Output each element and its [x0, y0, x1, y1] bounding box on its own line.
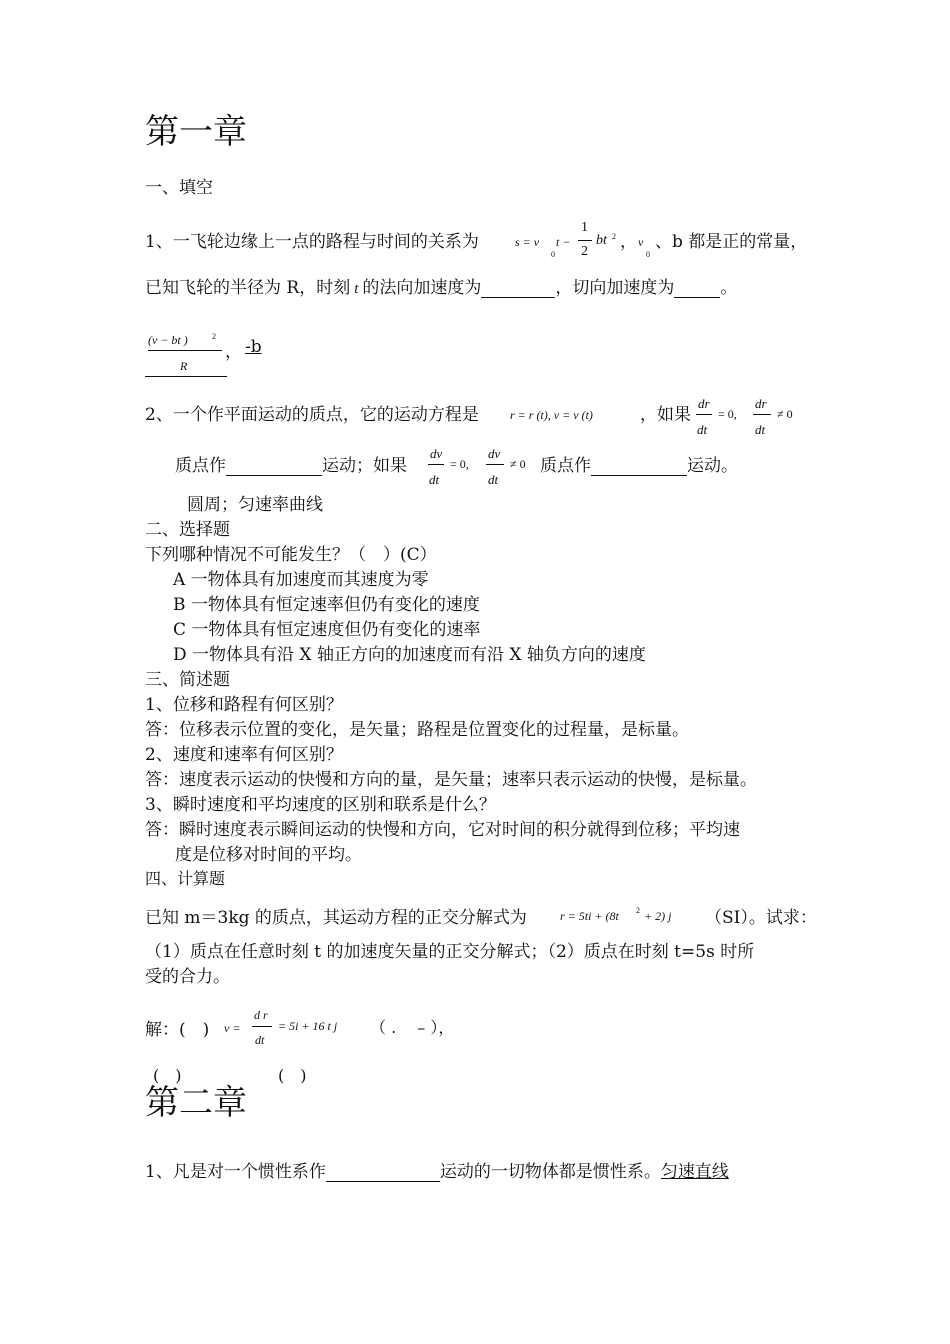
q1-answer-underline [145, 376, 227, 377]
q2-frac-bar-1 [696, 414, 712, 415]
short-a3: 答：瞬时速度表示瞬间运动的快慢和方向，它对时间的积分就得到位移；平均速 [145, 820, 740, 840]
ch2-q1-post: 运动的一切物体都是惯性系。 [439, 1162, 661, 1182]
q1-formula-t: t − [556, 235, 571, 249]
q2-dt-3: dt [429, 472, 440, 487]
q2-frac-bar-3 [428, 464, 444, 465]
calc-solution-tail: （ . – ）， [370, 1018, 455, 1037]
chapter-1-title: 第一章 [145, 112, 247, 152]
q1-t-var: t [354, 281, 359, 297]
calc-solution-part2-b: ( ) [278, 1066, 307, 1085]
mc-option-a: A 一物体具有加速度而其速度为零 [173, 570, 429, 590]
q1-line2-mid2: ，切向加速度为 [555, 278, 675, 298]
calc-eq: r = 5ti + (8t [560, 909, 619, 923]
mc-question: 下列哪种情况不可能发生？（ ）(C） [145, 545, 437, 565]
q1-formula-sup2: 2 [612, 232, 616, 241]
ch2-q1 [145, 1157, 729, 1182]
section-calc-heading: 四、计算题 [145, 869, 226, 888]
short-q1: 1、位移和路程有何区别？ [145, 695, 343, 715]
calc-text: 已知 m＝3kg 的质点，其运动方程的正交分解式为 [145, 908, 527, 928]
q2-blank-1[interactable] [226, 458, 322, 476]
q2-text: 2、一个作平面运动的质点，它的运动方程是 [145, 405, 479, 425]
q1-line2-pre: 已知飞轮的半径为 R，时刻 [145, 278, 351, 298]
short-q3: 3、瞬时速度和平均速度的区别和联系是什么？ [145, 795, 496, 815]
calc-solution-dr: d r [254, 1008, 268, 1022]
q2-frac-bar-4 [486, 464, 504, 465]
short-a1: 答：位移表示位置的变化，是矢量；路程是位置变化的过程量，是标量。 [145, 720, 689, 740]
section-choice-heading: 二、选择题 [145, 520, 230, 540]
q2-dt-4: dt [488, 472, 499, 487]
mc-option-c: C 一物体具有恒定速度但仍有变化的速率 [173, 620, 481, 640]
calc-solution-pre: 解：( ) [145, 1020, 210, 1040]
q1-frac-den: 2 [581, 244, 588, 259]
ch2-q1-blank[interactable] [326, 1164, 440, 1182]
q1-formula-s: s = v [515, 235, 540, 249]
q1-answer-b: -b [245, 337, 262, 357]
q2-if1: ，如果 [640, 405, 691, 425]
q1-frac-bar [578, 240, 592, 241]
ch2-q1-pre: 1、凡是对一个惯性系作 [145, 1162, 326, 1182]
q1-line2-mid: 的法向加速度为 [362, 278, 482, 298]
q2-eq0: = 0, [718, 407, 737, 421]
q2-answer: 圆周；匀速率曲线 [187, 495, 323, 515]
q1-text: 1、一飞轮边缘上一点的路程与时间的关系为 [145, 232, 479, 252]
q1-normal-accel-blank[interactable] [481, 280, 555, 298]
q1-line2-end: 。 [720, 278, 738, 298]
q2-neq0: ≠ 0 [777, 407, 793, 421]
calc-line2: （1）质点在任意时刻 t 的加速度矢量的正交分解式；（2）质点在时刻 t=5s 时所 [145, 942, 755, 962]
calc-solution-frac-bar [252, 1026, 272, 1027]
q2-dv: dv [430, 446, 443, 461]
q2-line2-d-text: 运动。 [687, 456, 738, 476]
q2-eq0-b: = 0, [450, 457, 469, 471]
q1-v0: v [638, 235, 644, 249]
calc-eq-sup: 2 [636, 906, 640, 915]
q2-dt-2: dt [755, 422, 766, 437]
q1-answer-den: R [180, 359, 188, 373]
q2-dt-1: dt [697, 422, 708, 437]
q2-neq0-b: ≠ 0 [510, 457, 526, 471]
q1-formula-sub0: 0 [551, 250, 555, 259]
q2-line2-b-text: 运动；如果 [322, 456, 407, 476]
short-a2: 答：速度表示运动的快慢和方向的量，是矢量；速率只表示运动的快慢，是标量。 [145, 770, 757, 790]
q1-frac-num: 1 [581, 220, 588, 235]
q2-dvv: dv [488, 446, 501, 461]
q2-dr: dr [698, 396, 710, 411]
q1-v0-sub: 0 [646, 250, 650, 259]
q2-blank-2[interactable] [591, 458, 687, 476]
q1-answer-sep: ， [225, 342, 242, 362]
q2-equation: r = r (t), v = v (t) [510, 408, 593, 422]
calc-eq-end: + 2) j [644, 909, 672, 923]
q1-answer-num: (v − bt ) [148, 333, 188, 347]
calc-line3: 受的合力。 [145, 967, 230, 987]
q2-drv: dr [755, 396, 767, 411]
q2-line2-a-text: 质点作 [175, 456, 226, 476]
short-q2: 2、速度和速率有何区别？ [145, 745, 343, 765]
chapter-2-title: 第二章 [145, 1083, 247, 1123]
section-fill-blank-heading: 一、填空 [145, 178, 213, 198]
q1-b-text: 、b 都是正的常量， [655, 232, 808, 252]
q1-answer-sup: 2 [212, 332, 216, 341]
q2-frac-bar-2 [753, 414, 771, 415]
q1-tangent-accel-blank[interactable] [674, 280, 720, 298]
calc-post: （SI）。试求： [705, 908, 817, 928]
calc-solution-part2-a: ( ) [153, 1066, 182, 1085]
short-a3-cont: 度是位移对时间的平均。 [175, 845, 362, 865]
q1-answer-frac-bar [148, 350, 222, 351]
section-short-heading: 三、简述题 [145, 670, 230, 690]
q1-sep: ， [620, 232, 637, 252]
calc-solution-rhs: = 5i + 16 t j [278, 1019, 338, 1033]
mc-option-b: B 一物体具有恒定速率但仍有变化的速度 [173, 595, 480, 615]
q2-line2-c [540, 451, 738, 476]
q2-line2-c-text: 质点作 [540, 456, 591, 476]
q1-formula-bt: bt [596, 233, 607, 248]
calc-solution-v: v = [224, 1021, 241, 1035]
calc-solution-dt: dt [255, 1033, 265, 1047]
ch2-q1-answer: 匀速直线 [660, 1162, 729, 1182]
mc-option-d: D 一物体具有沿 X 轴正方向的加速度而有沿 X 轴负方向的速度 [173, 645, 646, 665]
q2-line2-a [175, 451, 407, 476]
q1-line2 [145, 273, 737, 298]
